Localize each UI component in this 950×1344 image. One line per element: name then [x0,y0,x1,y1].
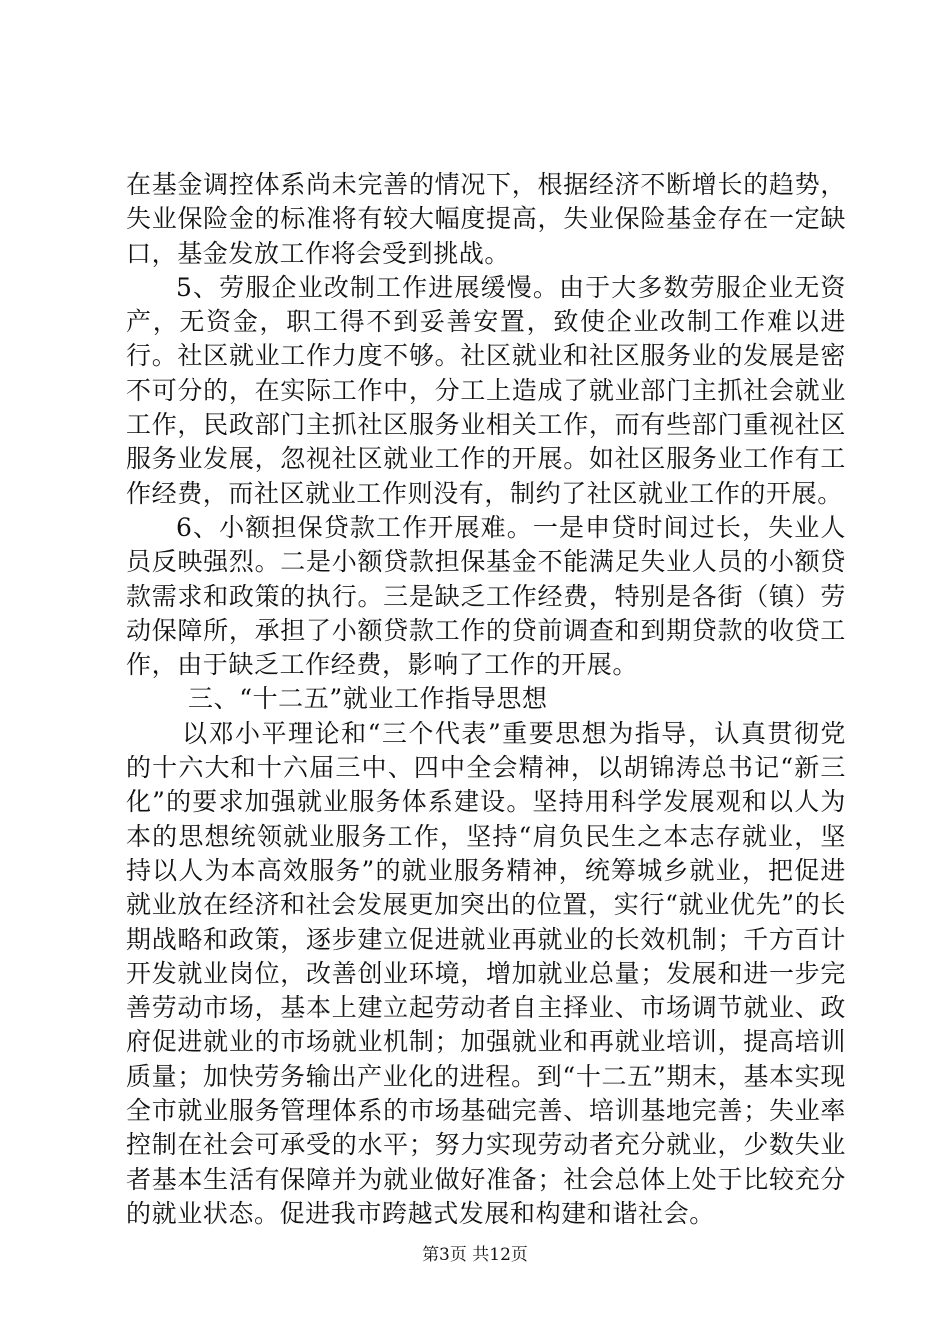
paragraph-item-5: 5、劳服企业改制工作进展缓慢。由于大多数劳服企业无资产，无资金，职工得不到妥善安置，致使企业改制工作难以进行。社区就业工作力度不够。社区就业和社区服务业的发展是密不可分的，在实际工作中，分工上造成了就业部门主抓社会就业工作，民政部门主抓社区服务业相关工作，而有些部门重视社区服务业发展，忽视社区就业工作的开展。如社区服务业工作有工作经费，而社区就业工作则没有，制约了社区就业工作的开展。 [126,272,846,508]
page-number-footer: 第3页 共12页 [422,1245,528,1265]
paragraph-guiding-ideology: 以邓小平理论和“三个代表”重要思想为指导，认真贯彻党的十六大和十六届三中、四中全会精神，以胡锦涛总书记“新三化”的要求加强就业服务体系建设。坚持用科学发展观和以人为本的思想统领就业服务工作，坚持“肩负民生之本志存就业，坚持以人为本高效服务”的就业服务精神，统筹城乡就业，把促进就业放在经济和社会发展更加突出的位置，实行“就业优先”的长期战略和政策，逐步建立促进就业再就业的长效机制；千方百计开发就业岗位，改善创业环境，增加就业总量；发展和进一步完善劳动市场，基本上建立起劳动者自主择业、市场调节就业、政府促进就业的市场就业机制；加强就业和再就业培训，提高培训质量；加快劳务输出产业化的进程。到“十二五”期末，基本实现全市就业服务管理体系的市场基础完善、培训基地完善；失业率控制在社会可承受的水平；努力实现劳动者充分就业，少数失业者基本生活有保障并为就业做好准备；社会总体上处于比较充分的就业状态。促进我市跨越式发展和构建和谐社会。 [126,718,846,1228]
paragraph-continuation: 在基金调控体系尚未完善的情况下，根据经济不断增长的趋势，失业保险金的标准将有较大幅度提高，失业保险基金存在一定缺口，基金发放工作将会受到挑战。 [126,170,846,268]
paragraph-item-6: 6、小额担保贷款工作开展难。一是申贷时间过长，失业人员反映强烈。二是小额贷款担保基金不能满足失业人员的小额贷款需求和政策的执行。三是缺乏工作经费，特别是各街（镇）劳动保障所，承担了小额贷款工作的贷前调查和到期贷款的收贷工作，由于缺乏工作经费，影响了工作的开展。 [126,512,846,680]
section-heading: 三、“十二五”就业工作指导思想 [188,684,548,714]
document-body [126,168,846,1231]
